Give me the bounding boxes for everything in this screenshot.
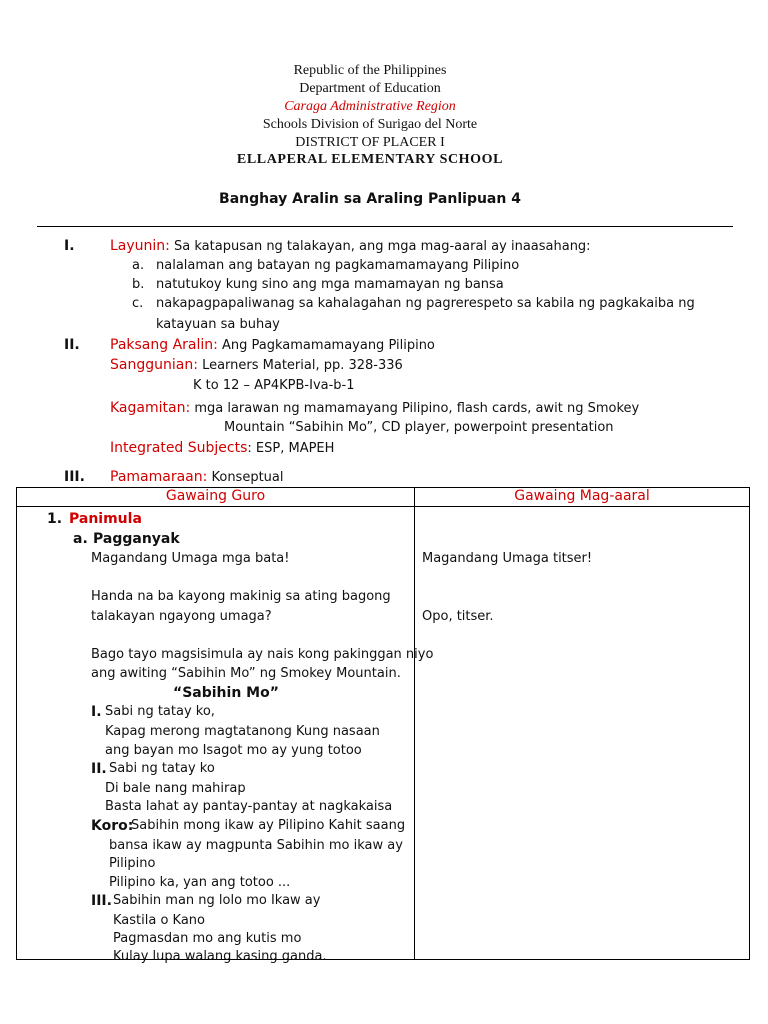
page-title: Banghay Aralin sa Araling Panlipuan 4 <box>219 191 521 207</box>
koro-line-3: Pilipino <box>109 856 156 871</box>
panimula-label: Panimula <box>69 511 142 527</box>
verse-3-line-3: Pagmasdan mo ang kutis mo <box>113 931 302 946</box>
section-1-label: Layunin: <box>110 238 170 254</box>
paksang-aralin-label: Paksang Aralin: <box>110 337 218 353</box>
paksang-aralin-text: Ang Pagkamamamayang Pilipino <box>222 338 435 353</box>
objective-b-letter: b. <box>132 277 145 292</box>
sanggunian-text: Learners Material, pp. 328-336 <box>202 358 403 373</box>
guro-intro-2: ang awiting “Sabihin Mo” ng Smokey Mountain. <box>91 666 401 681</box>
header-school: ELLAPERAL ELEMENTARY SCHOOL <box>236 152 504 167</box>
divider <box>37 226 733 227</box>
section-2-line <box>110 337 435 353</box>
kagamitan-cont: Mountain “Sabihin Mo”, CD player, powerpoint presentation <box>224 420 614 435</box>
col-header-guro: Gawaing Guro <box>17 488 415 507</box>
guro-question-1: Handa na ba kayong makinig sa ating bagong <box>91 589 391 604</box>
section-1-line <box>110 238 591 254</box>
verse-3-line-4: Kulay lupa walang kasing ganda. <box>113 949 327 964</box>
sanggunian-label: Sanggunian: <box>110 357 198 373</box>
objective-c: nakapagpapaliwanag sa kahalagahan ng pagrerespeto sa kabila ng pagkakaiba ng <box>156 296 695 311</box>
verse-1-line-1: Sabi ng tatay ko, <box>105 704 215 719</box>
guro-question-2: talakayan ngayong umaga? <box>91 609 272 624</box>
koro-label: Koro: <box>91 818 134 834</box>
koro-line-4: Pilipino ka, yan ang totoo ... <box>109 875 291 890</box>
verse-3-number: III. <box>91 893 112 909</box>
verse-3-line-2: Kastila o Kano <box>113 913 205 928</box>
lesson-table <box>16 487 750 964</box>
section-3-number: III. <box>64 469 85 485</box>
header-district: DISTRICT OF PLACER I <box>295 135 445 150</box>
magaaral-cell <box>415 507 750 960</box>
pagganyak-label: Pagganyak <box>93 531 180 547</box>
objective-c-letter: c. <box>132 296 144 311</box>
koro-line-1: Sabihin mong ikaw ay Pilipino Kahit saang <box>131 818 406 833</box>
magaaral-greeting: Magandang Umaga titser! <box>422 551 593 566</box>
panimula-number: 1. <box>47 511 63 527</box>
header-deped: Department of Education <box>299 81 441 96</box>
guro-greeting: Magandang Umaga mga bata! <box>91 551 290 566</box>
kagamitan-label: Kagamitan: <box>110 400 191 416</box>
song-title: “Sabihin Mo” <box>173 685 279 701</box>
section-1-text: Sa katapusan ng talakayan, ang mga mag-aaral ay inaasahang: <box>174 239 591 254</box>
sanggunian-code: K to 12 – AP4KPB-Iva-b-1 <box>193 378 355 393</box>
verse-2-line-1: Sabi ng tatay ko <box>109 761 215 776</box>
verse-2-line-2: Di bale nang mahirap <box>105 781 246 796</box>
koro-line-2: bansa ikaw ay magpunta Sabihin mo ikaw ay <box>109 838 403 853</box>
pamamaraan-text: Konseptual <box>211 470 284 485</box>
verse-1-line-2: Kapag merong magtatanong Kung nasaan <box>105 724 380 739</box>
pamamaraan-label: Pamamaraan: <box>110 469 208 485</box>
kagamitan-text: mga larawan ng mamamayang Pilipino, flash cards, awit ng Smokey <box>194 401 640 416</box>
sanggunian-line <box>110 357 403 373</box>
integrated-label: Integrated Subjects <box>110 440 248 456</box>
verse-3-line-1: Sabihin man ng lolo mo Ikaw ay <box>113 893 321 908</box>
objective-b: natutukoy kung sino ang mga mamamayan ng bansa <box>156 277 504 292</box>
col-header-magaaral: Gawaing Mag-aaral <box>415 488 750 507</box>
magaaral-answer: Opo, titser. <box>422 609 494 624</box>
section-2-number: II. <box>64 337 80 353</box>
kagamitan-line <box>110 400 639 416</box>
header-region: Caraga Administrative Region <box>284 99 456 114</box>
header-republic: Republic of the Philippines <box>293 63 447 78</box>
verse-2-number: II. <box>91 761 107 777</box>
guro-cell <box>17 507 434 964</box>
objective-c-cont: katayuan sa buhay <box>156 317 280 332</box>
verse-1-line-3: ang bayan mo Isagot mo ay yung totoo <box>105 743 362 758</box>
pagganyak-letter: a. <box>73 531 88 547</box>
section-3-line <box>110 469 284 485</box>
guro-intro-1: Bago tayo magsisimula ay nais kong pakinggan niyo <box>91 647 434 662</box>
header-division: Schools Division of Surigao del Norte <box>262 117 478 132</box>
verse-1-number: I. <box>91 704 102 720</box>
verse-2-line-3: Basta lahat ay pantay-pantay at nagkakaisa <box>105 799 393 814</box>
objective-a-letter: a. <box>132 258 145 273</box>
integrated-line <box>110 440 334 456</box>
section-1-number: I. <box>64 238 75 254</box>
objective-a: nalalaman ang batayan ng pagkamamamayang Pilipino <box>156 258 520 273</box>
integrated-text: : ESP, MAPEH <box>247 441 335 456</box>
